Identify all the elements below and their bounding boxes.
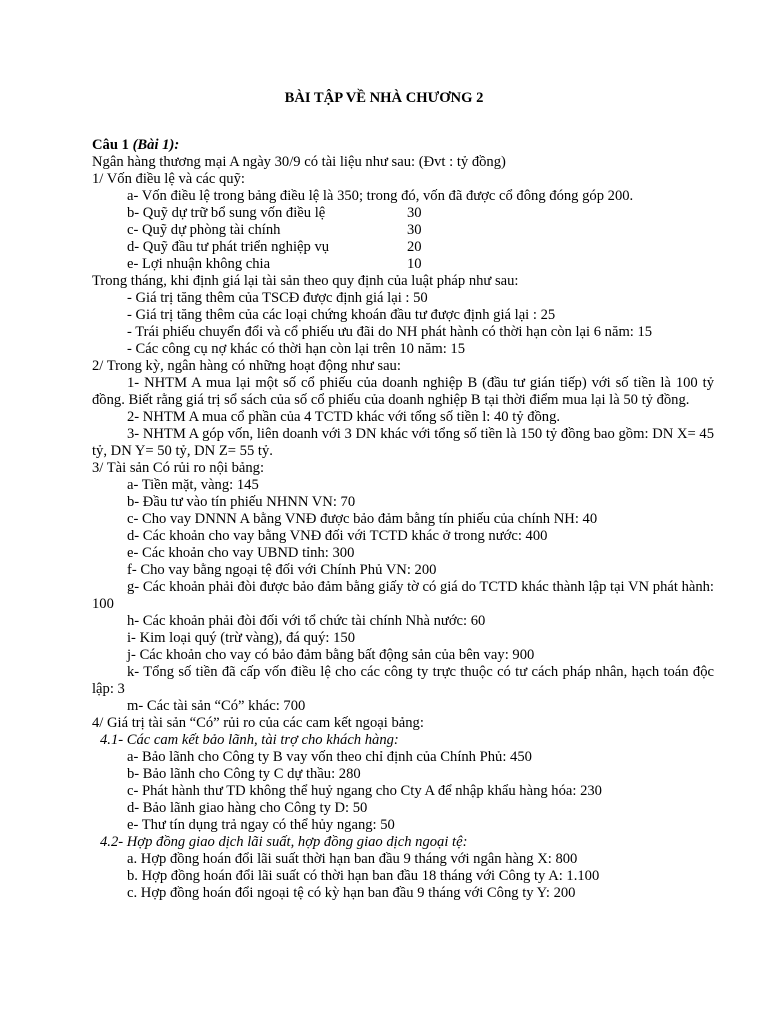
revaluation-item: - Giá trị tăng thêm của các loại chứng khoán đầu tư được định giá lại : 25: [127, 307, 556, 323]
section-4-heading: 4/ Giá trị tài sản “Có” rủi ro của các cam kết ngoại bảng:: [92, 715, 424, 731]
section-2-heading: 2/ Trong kỳ, ngân hàng có những hoạt động như sau:: [92, 358, 401, 374]
commitment-item: b- Bảo lãnh cho Công ty C dự thầu: 280: [127, 766, 361, 782]
revaluation-intro: Trong tháng, khi định giá lại tài sản theo quy định của luật pháp như sau:: [92, 273, 519, 289]
asset-item: j- Các khoản cho vay có bảo đảm bằng bất động sản của bên vay: 900: [127, 647, 535, 663]
section-1-item-a: a- Vốn điều lệ trong bảng điều lệ là 350; trong đó, vốn đã được cổ đông đóng góp 200.: [127, 188, 634, 204]
intro-text: Ngân hàng thương mại A ngày 30/9 có tài liệu như sau: (Đvt : tỷ đồng): [92, 154, 506, 170]
commitment-item: e- Thư tín dụng trả ngay có thể hủy ngang: 50: [127, 817, 395, 833]
asset-item: m- Các tài sản “Có” khác: 700: [127, 698, 306, 714]
asset-item: i- Kim loại quý (trừ vàng), đá quý: 150: [127, 630, 355, 646]
asset-item: k- Tổng số tiền đã cấp vốn điều lệ cho các công ty trực thuộc có tư cách pháp nhân, hạch toán độc lập: 3: [92, 664, 714, 697]
activity-paragraph: 1- NHTM A mua lại một số cổ phiếu của doanh nghiệp B (đầu tư gián tiếp) với số tiền là 100 tỷ đồng. Biết rằng giá trị sổ sách của số cổ phiếu của doanh nghiệp B tại thời điểm mua lại là 50 tỷ đồng.: [92, 375, 714, 408]
asset-item: h- Các khoản phải đòi đối với tổ chức tài chính Nhà nước: 60: [127, 613, 486, 629]
fund-label: b- Quỹ dự trữ bổ sung vốn điều lệ: [127, 205, 326, 221]
fund-row: [92, 205, 714, 222]
asset-item: f- Cho vay bằng ngoại tệ đối với Chính Phủ VN: 200: [127, 562, 437, 578]
fund-value: 10: [407, 256, 422, 272]
fund-label: c- Quỹ dự phòng tài chính: [127, 222, 281, 238]
commitment-item: d- Bảo lãnh giao hàng cho Công ty D: 50: [127, 800, 368, 816]
fund-value: 30: [407, 222, 422, 238]
contract-item: a. Hợp đồng hoán đổi lãi suất thời hạn ban đầu 9 tháng với ngân hàng X: 800: [127, 851, 578, 867]
section-1-heading: 1/ Vốn điều lệ và các quỹ:: [92, 171, 245, 187]
revaluation-item: - Các công cụ nợ khác có thời hạn còn lại trên 10 năm: 15: [127, 341, 466, 357]
asset-item: g- Các khoản phải đòi được bảo đảm bằng giấy tờ có giá do TCTD khác thành lập tại VN phát hành: 100: [92, 579, 714, 612]
asset-item: c- Cho vay DNNN A bằng VNĐ được bảo đảm bằng tín phiếu của chính NH: 40: [127, 511, 598, 527]
commitment-item: a- Bảo lãnh cho Công ty B vay vốn theo chỉ định của Chính Phủ: 450: [127, 749, 532, 765]
fund-value: 30: [407, 205, 422, 221]
fund-row: [92, 239, 714, 256]
fund-label: d- Quỹ đầu tư phát triển nghiệp vụ: [127, 239, 330, 255]
activity-paragraph: 3- NHTM A góp vốn, liên doanh với 3 DN khác với tổng số tiền là 150 tỷ đồng bao gồm: DN X= 45 tỷ, DN Y= 50 tỷ, DN Z= 55 tỷ.: [92, 426, 714, 459]
question-heading: [92, 137, 714, 154]
revaluation-item: - Giá trị tăng thêm của TSCĐ được định giá lại : 50: [127, 290, 428, 306]
asset-item: b- Đầu tư vào tín phiếu NHNN VN: 70: [127, 494, 356, 510]
asset-item: a- Tiền mặt, vàng: 145: [127, 477, 259, 493]
subsection-heading: 4.2- Hợp đồng giao dịch lãi suất, hợp đồng giao dịch ngoại tệ:: [100, 834, 468, 850]
page-title: BÀI TẬP VỀ NHÀ CHƯƠNG 2: [284, 90, 484, 106]
revaluation-item: - Trái phiếu chuyển đổi và cổ phiếu ưu đãi do NH phát hành có thời hạn còn lại 6 năm: 15: [127, 324, 653, 340]
subsection-heading: 4.1- Các cam kết bảo lãnh, tài trợ cho khách hàng:: [100, 732, 399, 748]
fund-value: 20: [407, 239, 422, 255]
contract-item: b. Hợp đồng hoán đổi lãi suất có thời hạn ban đầu 18 tháng với Công ty A: 1.100: [127, 868, 600, 884]
fund-row: [92, 222, 714, 239]
fund-row: [92, 256, 714, 273]
question-label: Câu 1: [92, 137, 129, 153]
document-body: [92, 137, 714, 902]
contract-item: c. Hợp đồng hoán đổi ngoại tệ có kỳ hạn ban đầu 9 tháng với Công ty Y: 200: [127, 885, 576, 901]
asset-item: d- Các khoản cho vay bằng VNĐ đối với TCTD khác ở trong nước: 400: [127, 528, 548, 544]
question-sub: (Bài 1):: [132, 137, 180, 153]
section-3-heading: 3/ Tài sản Có rủi ro nội bảng:: [92, 460, 264, 476]
activity-paragraph: 2- NHTM A mua cổ phần của 4 TCTD khác với tổng số tiền l: 40 tỷ đồng.: [127, 409, 561, 425]
fund-label: e- Lợi nhuận không chia: [127, 256, 271, 272]
commitment-item: c- Phát hành thư TD không thể huỷ ngang cho Cty A để nhập khẩu hàng hóa: 230: [127, 783, 602, 799]
asset-item: e- Các khoản cho vay UBND tỉnh: 300: [127, 545, 355, 561]
